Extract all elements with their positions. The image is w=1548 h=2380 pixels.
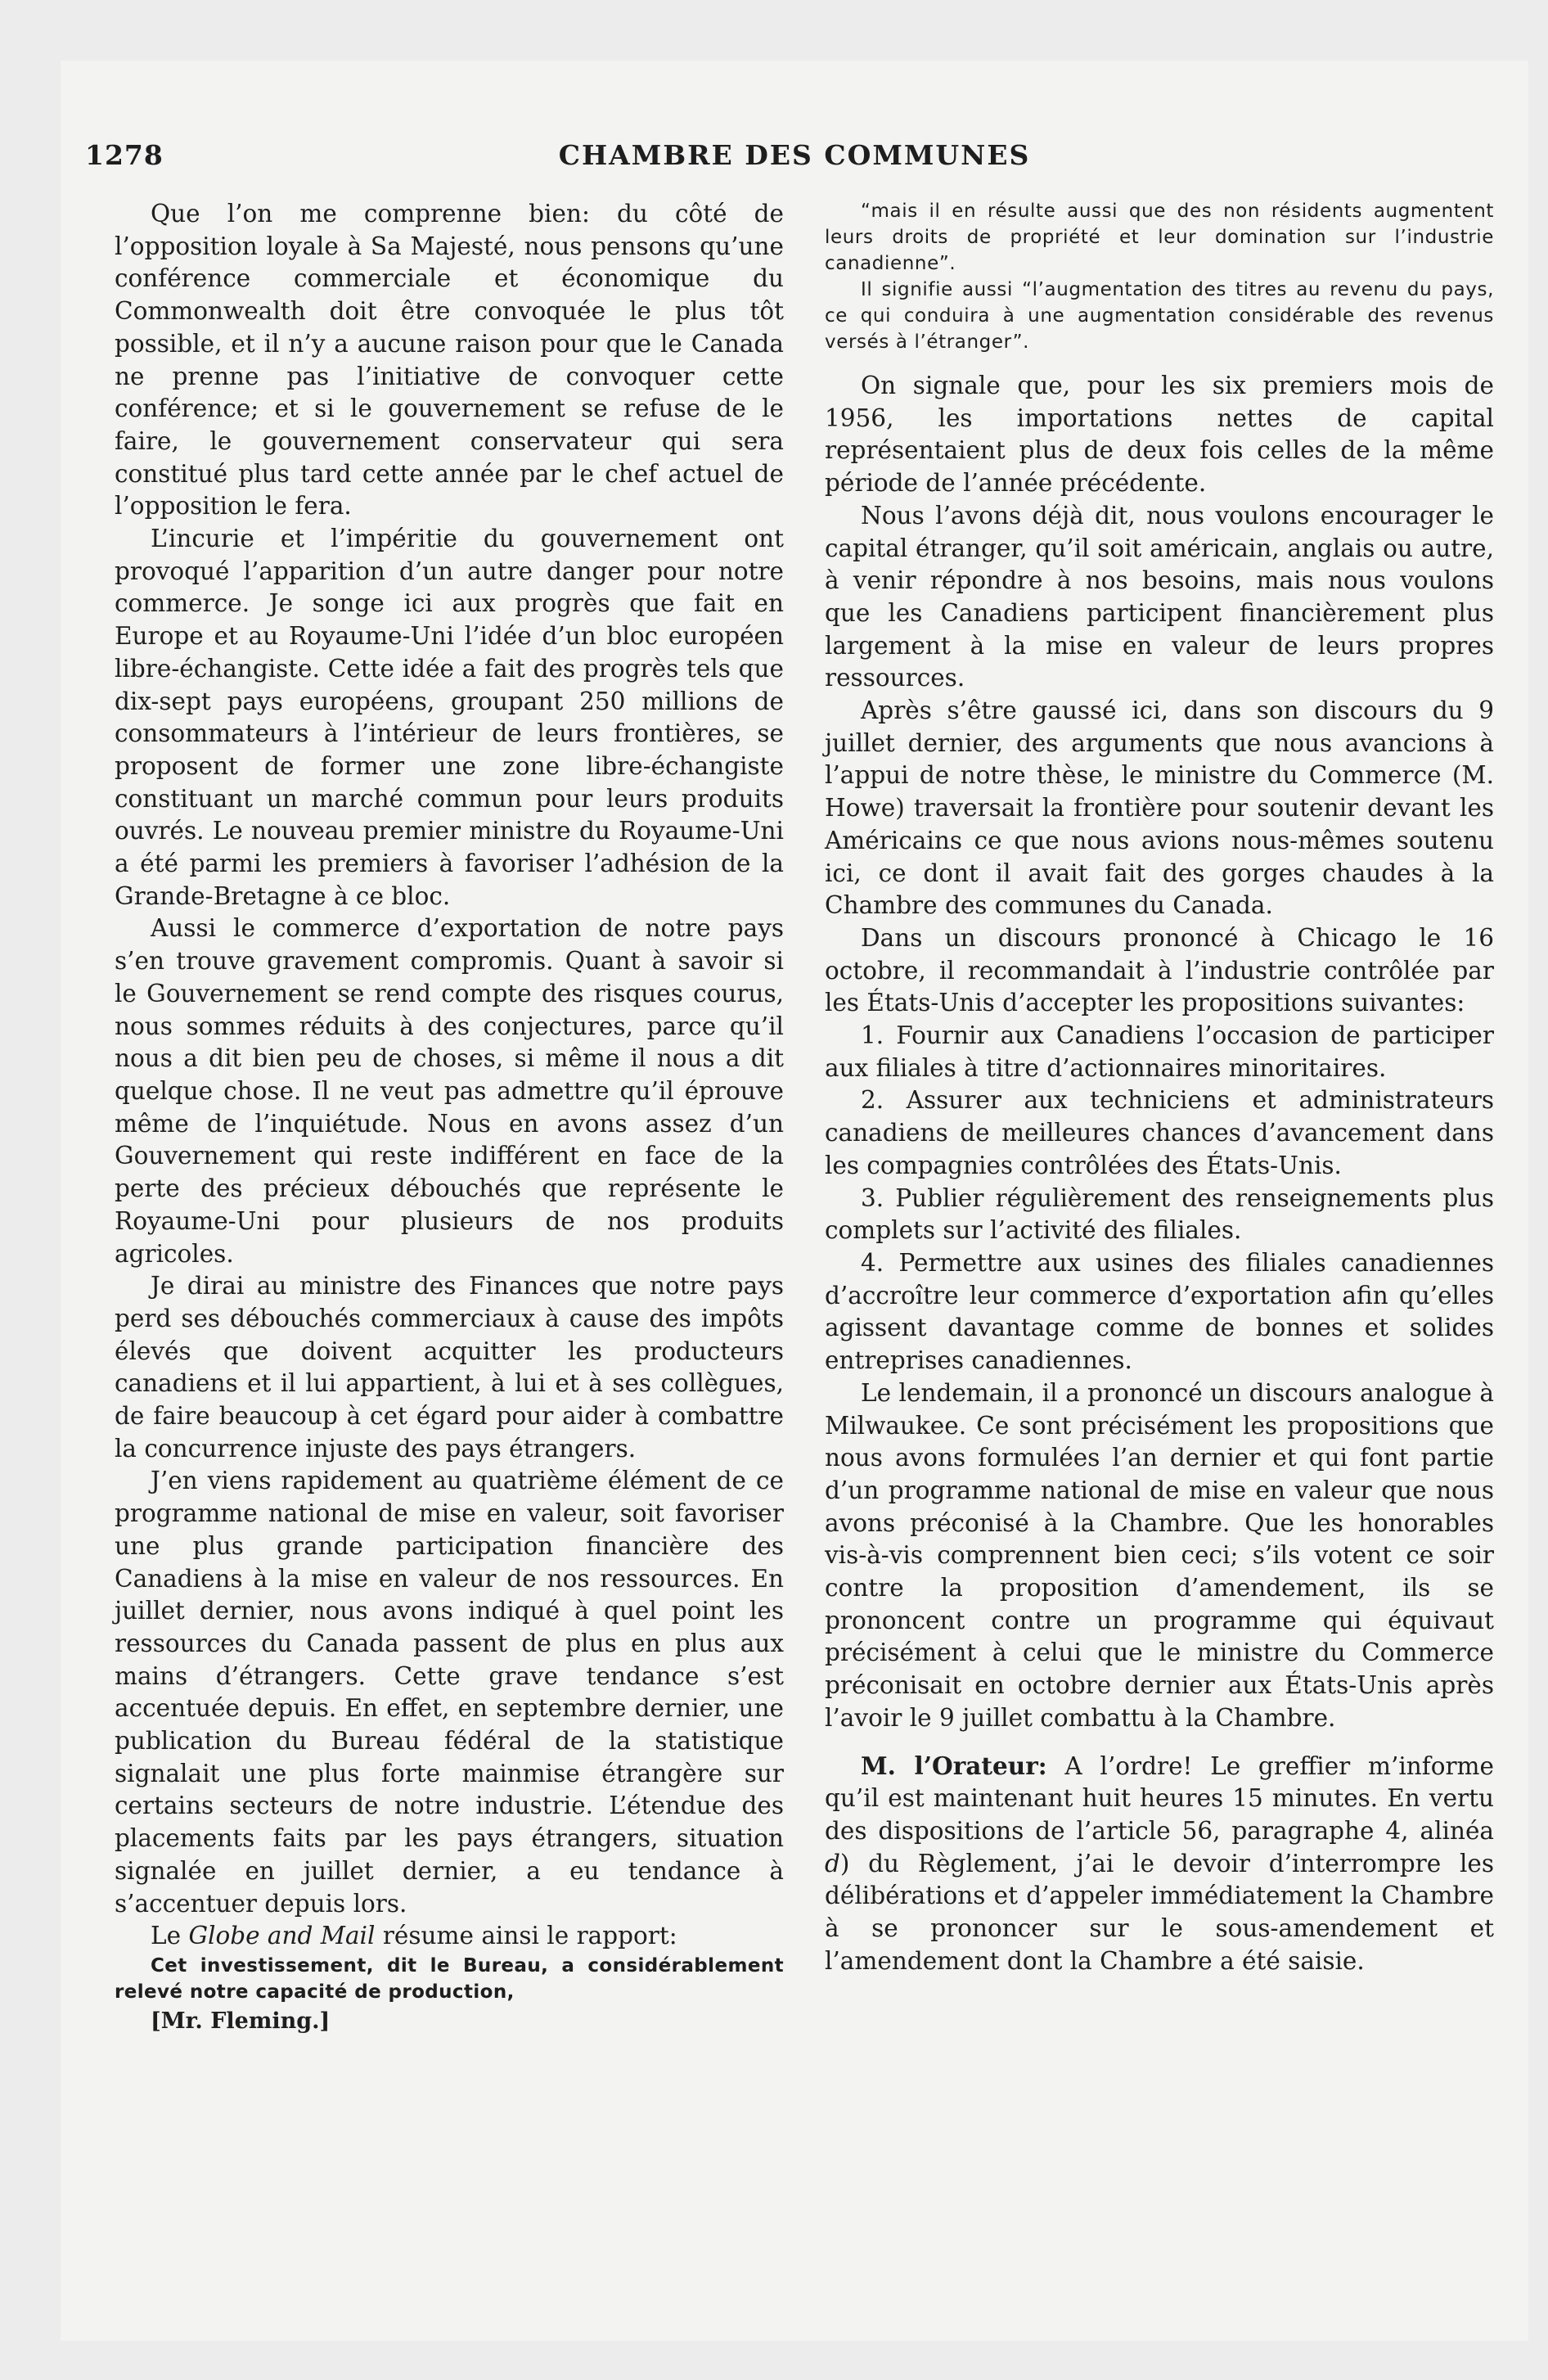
list-item: 1. Fournir aux Canadiens l’occasion de participer aux filiales à titre d’actionnaires minoritaires. (825, 1021, 1494, 1082)
list-item: 3. Publier régulièrement des renseignements plus complets sur l’activité des filiales. (825, 1183, 1494, 1245)
running-head: CHAMBRE DES COMMUNES (558, 139, 1031, 171)
paragraph: Le lendemain, il a prononcé un discours analogue à Milwaukee. Ce sont précisément les propositions que nous avons formulées l’an dernier et qui font partie d’un programme national de mise en valeur que nous avons préconisé à la Chambre. Que les honorables vis-à-vis comprennent bien ceci; s’ils votent ce soir contre la proposition d’amendement, ils se prononcent contre un programme qui équivaut précisément à celui que le ministre du Commerce préconisait en octobre dernier aux États-Unis après l’avoir le 9 juillet combattu à la Chambre. (825, 1378, 1494, 1732)
right-column (825, 198, 1494, 1977)
block-quote: “mais il en résulte aussi que des non résidents augmentent leurs droits de propriété et leur domination sur l’industrie canadienne”. (825, 201, 1494, 274)
paragraph: L’incurie et l’impéritie du gouvernement ont provoqué l’apparition d’un autre danger pour notre commerce. Je songe ici aux progrès que fait en Europe et au Royaume-Uni l’idée d’un bloc européen libre-échangiste. Cette idée a fait des progrès tels que dix-sept pays européens, groupant 250 millions de consommateurs à l’intérieur de leurs frontières, se proposent de former une zone libre-échangiste constituant un marché commun pour leurs produits ouvrés. Le nouveau premier ministre du Royaume-Uni a été parmi les premiers à favoriser l’adhésion de la Grande-Bretagne à ce bloc. (115, 525, 784, 910)
list-item: 2. Assurer aux techniciens et administrateurs canadiens de meilleures chances d’avancement dans les compagnies contrôlées des États-Unis. (825, 1086, 1494, 1179)
speaker-attribution: [Mr. Fleming.] (151, 2008, 331, 2034)
page-header (85, 139, 1504, 188)
newspaper-title: Globe and Mail (188, 1922, 376, 1950)
speaker-paragraph: M. l’Orateur: A l’ordre! Le greffier m’informe qu’il est maintenant huit heures 15 minutes. En vertu des dispositions de l’article 56, paragraphe 4, alinéa d) du Règlement, j’ai le devoir d’interrompre les délibérations et d’appeler immédiatement la Chambre à se prononcer sur le sous-amendement et l’amendement dont la Chambre a été saisie. (825, 1751, 1494, 1975)
rule-item: d (825, 1849, 840, 1877)
paragraph: Je dirai au ministre des Finances que notre pays perd ses débouchés commerciaux à cause des impôts élevés que doivent acquitter les producteurs canadiens et il lui appartient, à lui et à ses collègues, de faire beaucoup à cet égard pour aider à combattre la concurrence injuste des pays étrangers. (115, 1272, 784, 1463)
paragraph: Que l’on me comprenne bien: du côté de l’opposition loyale à Sa Majesté, nous pensons qu’une conférence commerciale et économique du Commonwealth doit être convoquée le plus tôt possible, et il n’y a aucune raison pour que le Canada ne prenne pas l’initiative de convoquer cette conférence; et si le gouvernement se refuse de le faire, le gouvernement conservateur qui sera constitué plus tard cette année par le chef actuel de l’opposition le fera. (115, 200, 784, 521)
paragraph: Après s’être gaussé ici, dans son discours du 9 juillet dernier, des arguments que nous avancions à l’appui de notre thèse, le ministre du Commerce (M. Howe) traversait la frontière pour soutenir devant les Américains ce que nous avions nous-mêmes soutenu ici, ce dont il avait fait des gorges chaudes à la Chambre des communes du Canada. (825, 696, 1494, 920)
block-quote: Cet investissement, dit le Bureau, a considérablement relevé notre capacité de production, (115, 1954, 784, 2003)
paragraph: Nous l’avons déjà dit, nous voulons encourager le capital étranger, qu’il soit américain, anglais ou autre, à venir répondre à nos besoins, mais nous voulons que les Canadiens participent financièrement plus largement à la mise en valeur de leurs propres ressources. (825, 501, 1494, 692)
block-quote: Il signifie aussi “l’augmentation des titres au revenu du pays, ce qui conduira à une augmentation considérable des revenus versés à l’étranger”. (825, 279, 1494, 353)
paragraph: On signale que, pour les six premiers mois de 1956, les importations nettes de capital représentaient plus de deux fois celles de la même période de l’année précédente. (825, 372, 1494, 498)
paragraph: Aussi le commerce d’exportation de notre pays s’en trouve gravement compromis. Quant à savoir si le Gouvernement se rend compte des risques courus, nous sommes réduits à des conjectures, parce qu’il nous a dit bien peu de choses, si même il nous a dit quelque chose. Il ne veut pas admettre qu’il éprouve même de l’inquiétude. Nous en avons assez d’un Gouvernement qui reste indifférent en face de la perte des précieux débouchés que représente le Royaume-Uni pour plusieurs de nos produits agricoles. (115, 914, 784, 1268)
left-column (115, 198, 784, 2038)
paragraph: Dans un discours prononcé à Chicago le 16 octobre, il recommandait à l’industrie contrôlée par les États-Unis d’accepter les propositions suivantes: (825, 923, 1494, 1017)
speaker-name: M. l’Orateur: (861, 1751, 1047, 1780)
page-number: 1278 (85, 139, 164, 171)
document-page (61, 61, 1528, 2341)
globe-intro: Le Globe and Mail résume ainsi le rapport: (151, 1922, 677, 1950)
list-item: 4. Permettre aux usines des filiales canadiennes d’accroître leur commerce d’exportation afin qu’elles agissent davantage comme de bonnes et solides entreprises canadiennes. (825, 1248, 1494, 1375)
paragraph: J’en viens rapidement au quatrième élément de ce programme national de mise en valeur, soit favoriser une plus grande participation financière des Canadiens à la mise en valeur de nos ressources. En juillet dernier, nous avons indiqué à quel point les ressources du Canada passent de plus en plus aux mains d’étrangers. Cette grave tendance s’est accentuée depuis. En effet, en septembre dernier, une publication du Bureau fédéral de la statistique signalait une plus forte mainmise étrangère sur certains secteurs de notre industrie. L’étendue des placements faits par les pays étrangers, situation signalée en juillet dernier, a eu tendance à s’accentuer depuis lors. (115, 1467, 784, 1918)
